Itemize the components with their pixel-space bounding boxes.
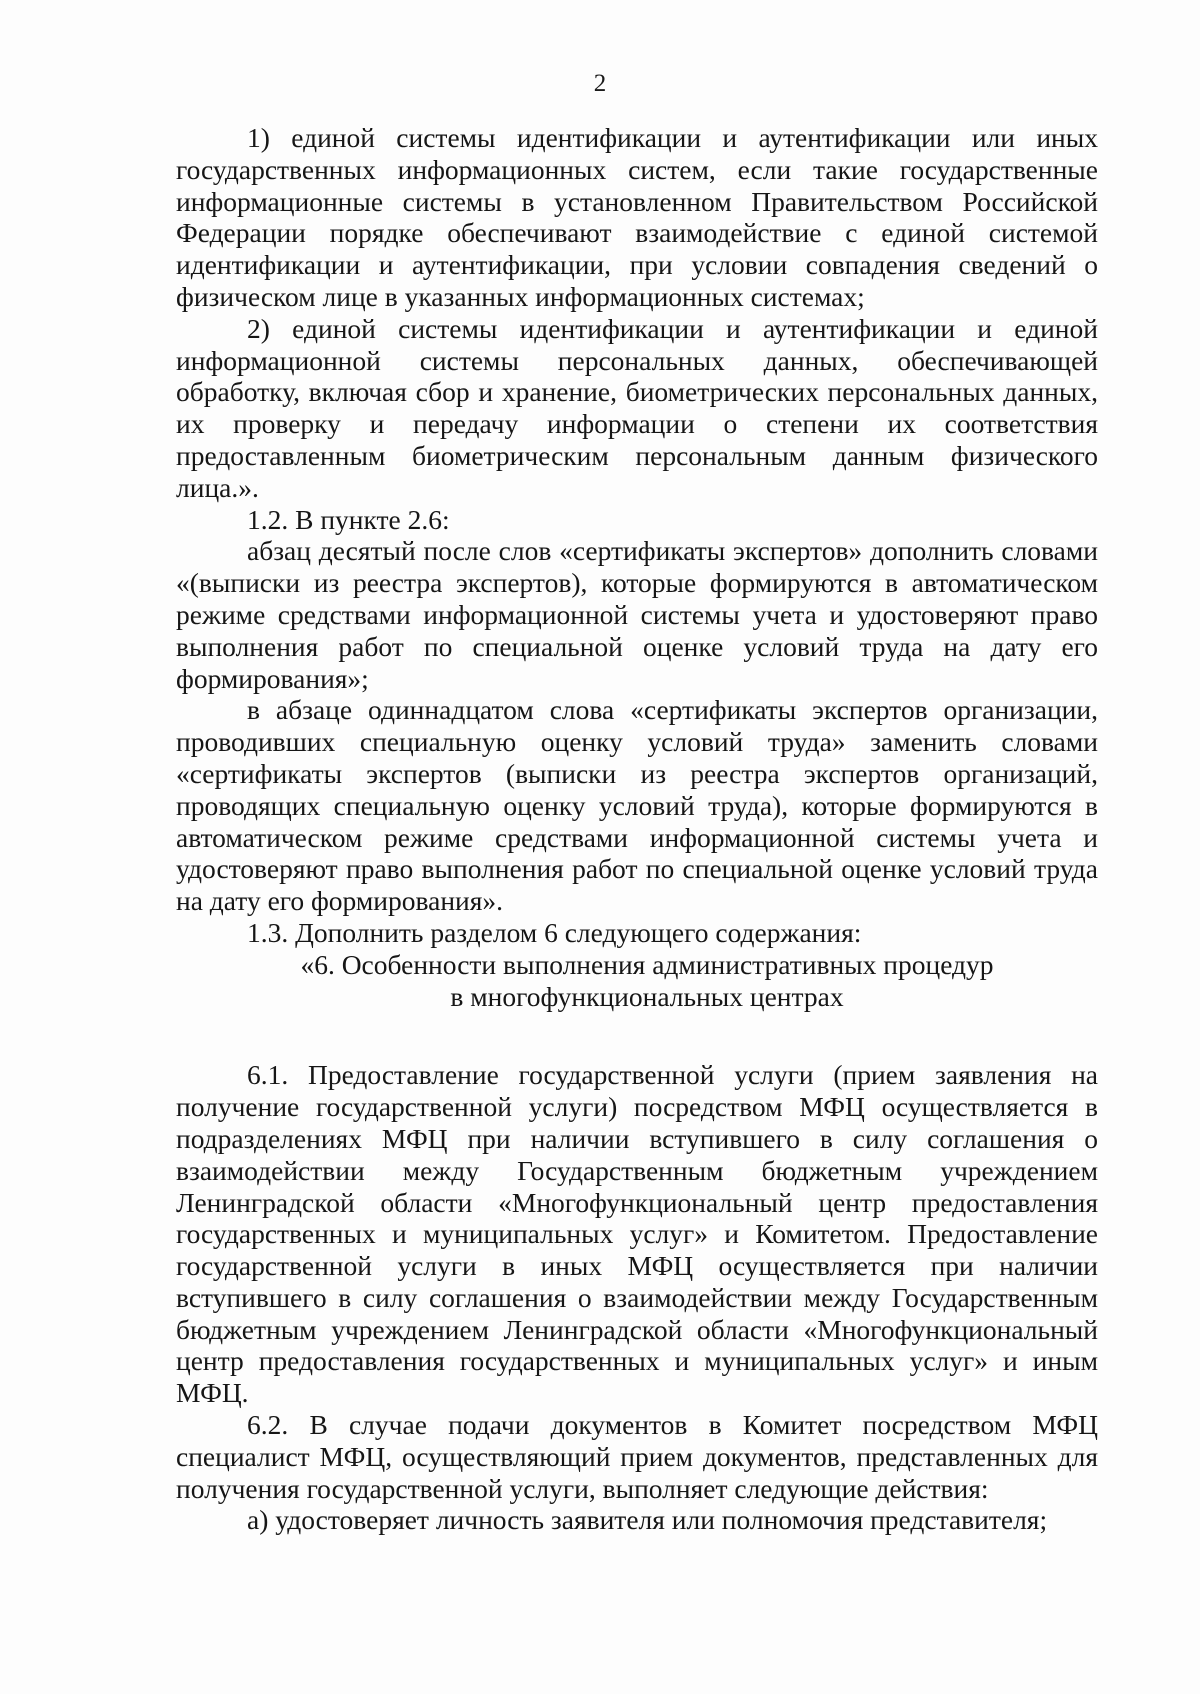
document-body <box>176 122 1098 1536</box>
section-heading-line-2: в многофункциональных центрах <box>450 980 844 1012</box>
section-heading-line-1: «6. Особенности выполнения административных процедур <box>300 948 994 980</box>
paragraph-6-2-a: а) удостоверяет личность заявителя или полномочия представителя; <box>247 1504 1048 1536</box>
paragraph-amendment-11: в абзаце одиннадцатом слова «сертификаты экспертов организации, проводивших специальную оценку условий труда» заменить словами «сертификаты экспертов (выписки из реестра экспертов организаций, проводящих специальную оценку условий труда), которые формируются в автоматическом режиме средствами информационной системы учета и удостоверяют право выполнения работ по специальной оценке условий труда на дату его формирования». <box>176 694 1098 917</box>
paragraph-clause-1-3: 1.3. Дополнить разделом 6 следующего содержания: <box>247 916 862 948</box>
paragraph-item-1: 1) единой системы идентификации и аутентификации или иных государственных информационных систем, если такие государственные информационные системы в установленном Правительством Российской Федерации порядке обеспечивают взаимодействие с единой системой идентификации и аутентификации, при условии совпадения сведений о физическом лице в указанных информационных системах; <box>176 122 1098 312</box>
paragraph-6-2: 6.2. В случае подачи документов в Комитет посредством МФЦ специалист МФЦ, осуществляющий прием документов, представленных для получения государственной услуги, выполняет следующие действия: <box>176 1409 1098 1504</box>
section-heading-spacer <box>176 1012 1098 1059</box>
paragraph-amendment-10: абзац десятый после слов «сертификаты экспертов» дополнить словами «(выписки из реестра экспертов), которые формируются в автоматическом режиме средствами информационной системы учета и удостоверяют право выполнения работ по специальной оценке условий труда на дату его формирования»; <box>176 535 1098 694</box>
paragraph-clause-1-2: 1.2. В пункте 2.6: <box>247 503 450 535</box>
paragraph-6-1: 6.1. Предоставление государственной услуги (прием заявления на получение государственной услуги) посредством МФЦ осуществляется в подразделениях МФЦ при наличии вступившего в силу соглашения о взаимодействии между Государственным бюджетным учреждением Ленинградской области «Многофункциональный центр предоставления государственных и муниципальных услуг» и Комитетом. Предоставление государственной услуги в иных МФЦ осуществляется при наличии вступившего в силу соглашения о взаимодействии между Государственным бюджетным учреждением Ленинградской области «Многофункциональный центр предоставления государственных и муниципальных услуг» и иным МФЦ. <box>176 1059 1098 1409</box>
page-number: 2 <box>593 70 607 97</box>
paragraph-item-2: 2) единой системы идентификации и аутентификации и единой информационной системы персональных данных, обеспечивающей обработку, включая сбор и хранение, биометрических персональных данных, их проверку и передачу информации о степени их соответствия предоставленным биометрическим персональным данным физического лица.». <box>176 312 1098 503</box>
